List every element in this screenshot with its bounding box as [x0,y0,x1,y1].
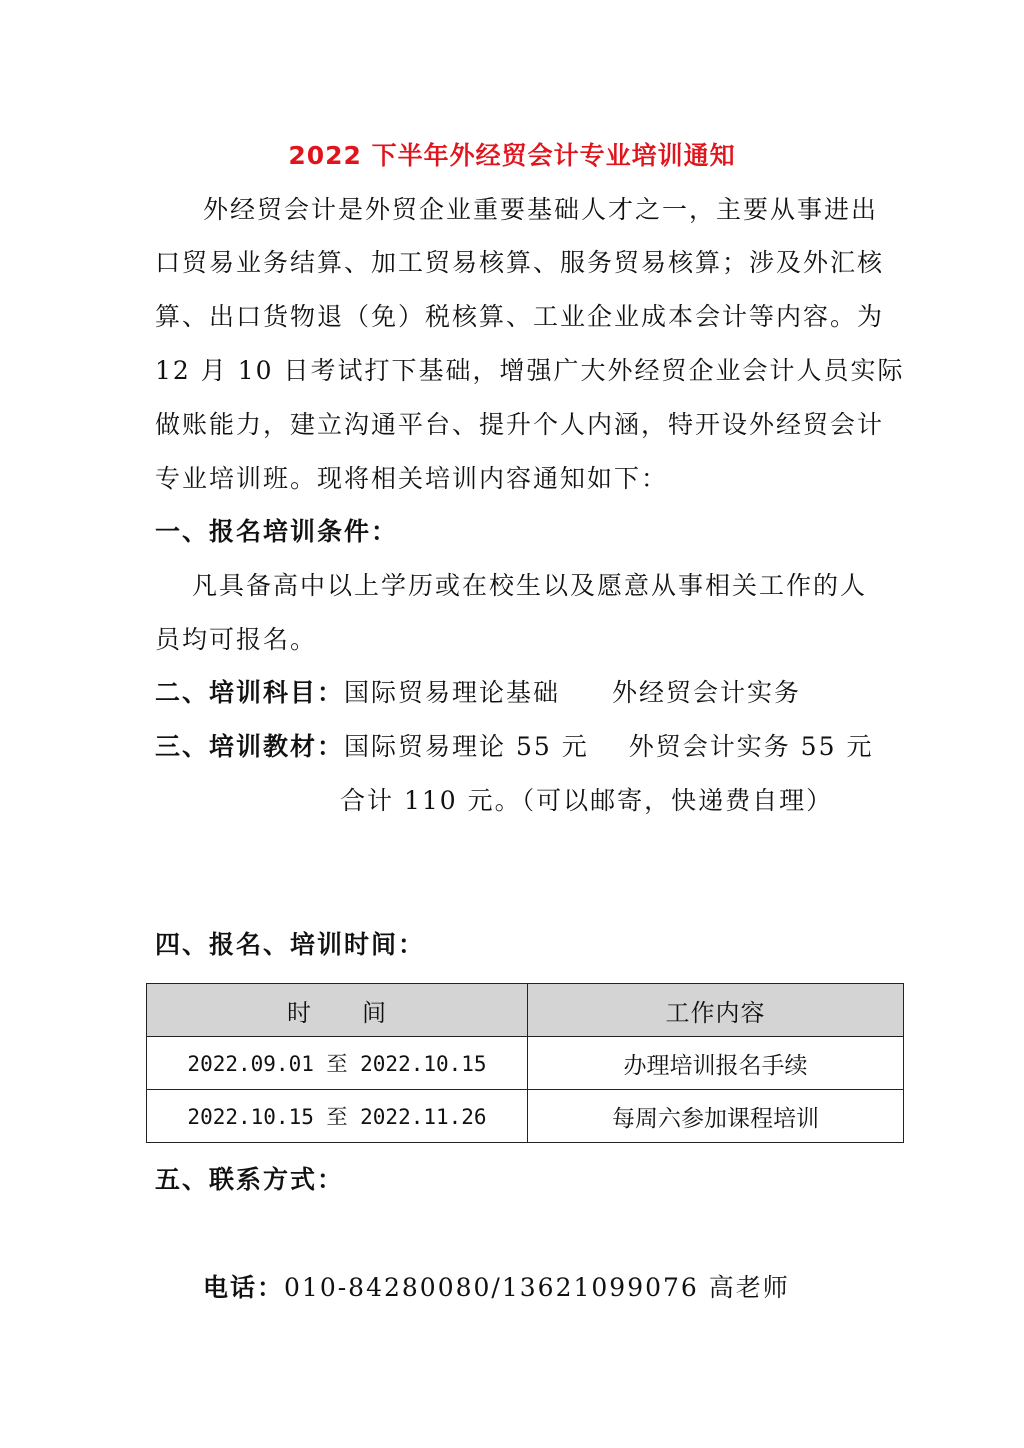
intro-line-4: 12 月 10 日考试打下基础，增强广大外经贸企业会计人员实际 [155,356,905,385]
row-1-time: 2022.09.01 至 2022.10.15 [147,1037,528,1090]
row-1-content: 办理培训报名手续 [528,1037,904,1090]
intro-line-3: 算、出口货物退（免）税核算、工业企业成本会计等内容。为 [155,302,885,331]
textbook-2: 外贸会计实务 55 元 [628,732,874,761]
row-2-content: 每周六参加课程培训 [528,1090,904,1143]
subject-2: 外经贸会计实务 [612,678,802,707]
textbook-total: 合计 110 元。（可以邮寄，快递费自理） [340,786,834,815]
section-2-heading: 二、培训科目： [155,678,345,707]
subject-1: 国际贸易理论基础 [344,678,561,707]
table-row [147,1090,904,1143]
row-2-time: 2022.10.15 至 2022.11.26 [147,1090,528,1143]
intro-line-2: 口贸易业务结算、加工贸易核算、服务贸易核算；涉及外汇核 [155,248,885,277]
intro-line-5: 做账能力，建立沟通平台、提升个人内涵，特开设外经贸会计 [155,410,885,439]
section-1-line-2: 员均可报名。 [155,625,318,654]
section-4-heading: 四、报名、培训时间： [155,930,426,959]
table-row [147,1037,904,1090]
schedule-table [146,983,904,1143]
intro-line-1: 外经贸会计是外贸企业重要基础人才之一，主要从事进出 [203,195,879,224]
section-2-row [155,673,801,709]
section-5-heading: 五、联系方式： [155,1165,345,1194]
section-3-row [155,727,873,763]
intro-line-6: 专业培训班。现将相关培训内容通知如下： [155,464,669,493]
section-1-line-1: 凡具备高中以上学历或在校生以及愿意从事相关工作的人 [192,571,868,600]
table-header-row [147,984,904,1037]
section-1-heading: 一、报名培训条件： [155,517,399,546]
phone-label: 电话： [203,1273,285,1302]
phone-value: 010-84280080/13621099076 高老师 [284,1273,790,1302]
contact-phone [203,1268,790,1304]
header-time: 时 间 [147,984,528,1037]
section-3-heading: 三、培训教材： [155,732,345,761]
textbook-1: 国际贸易理论 55 元 [344,732,589,761]
header-content: 工作内容 [528,984,904,1037]
notice-title: 2022 下半年外经贸会计专业培训通知 [288,141,736,170]
